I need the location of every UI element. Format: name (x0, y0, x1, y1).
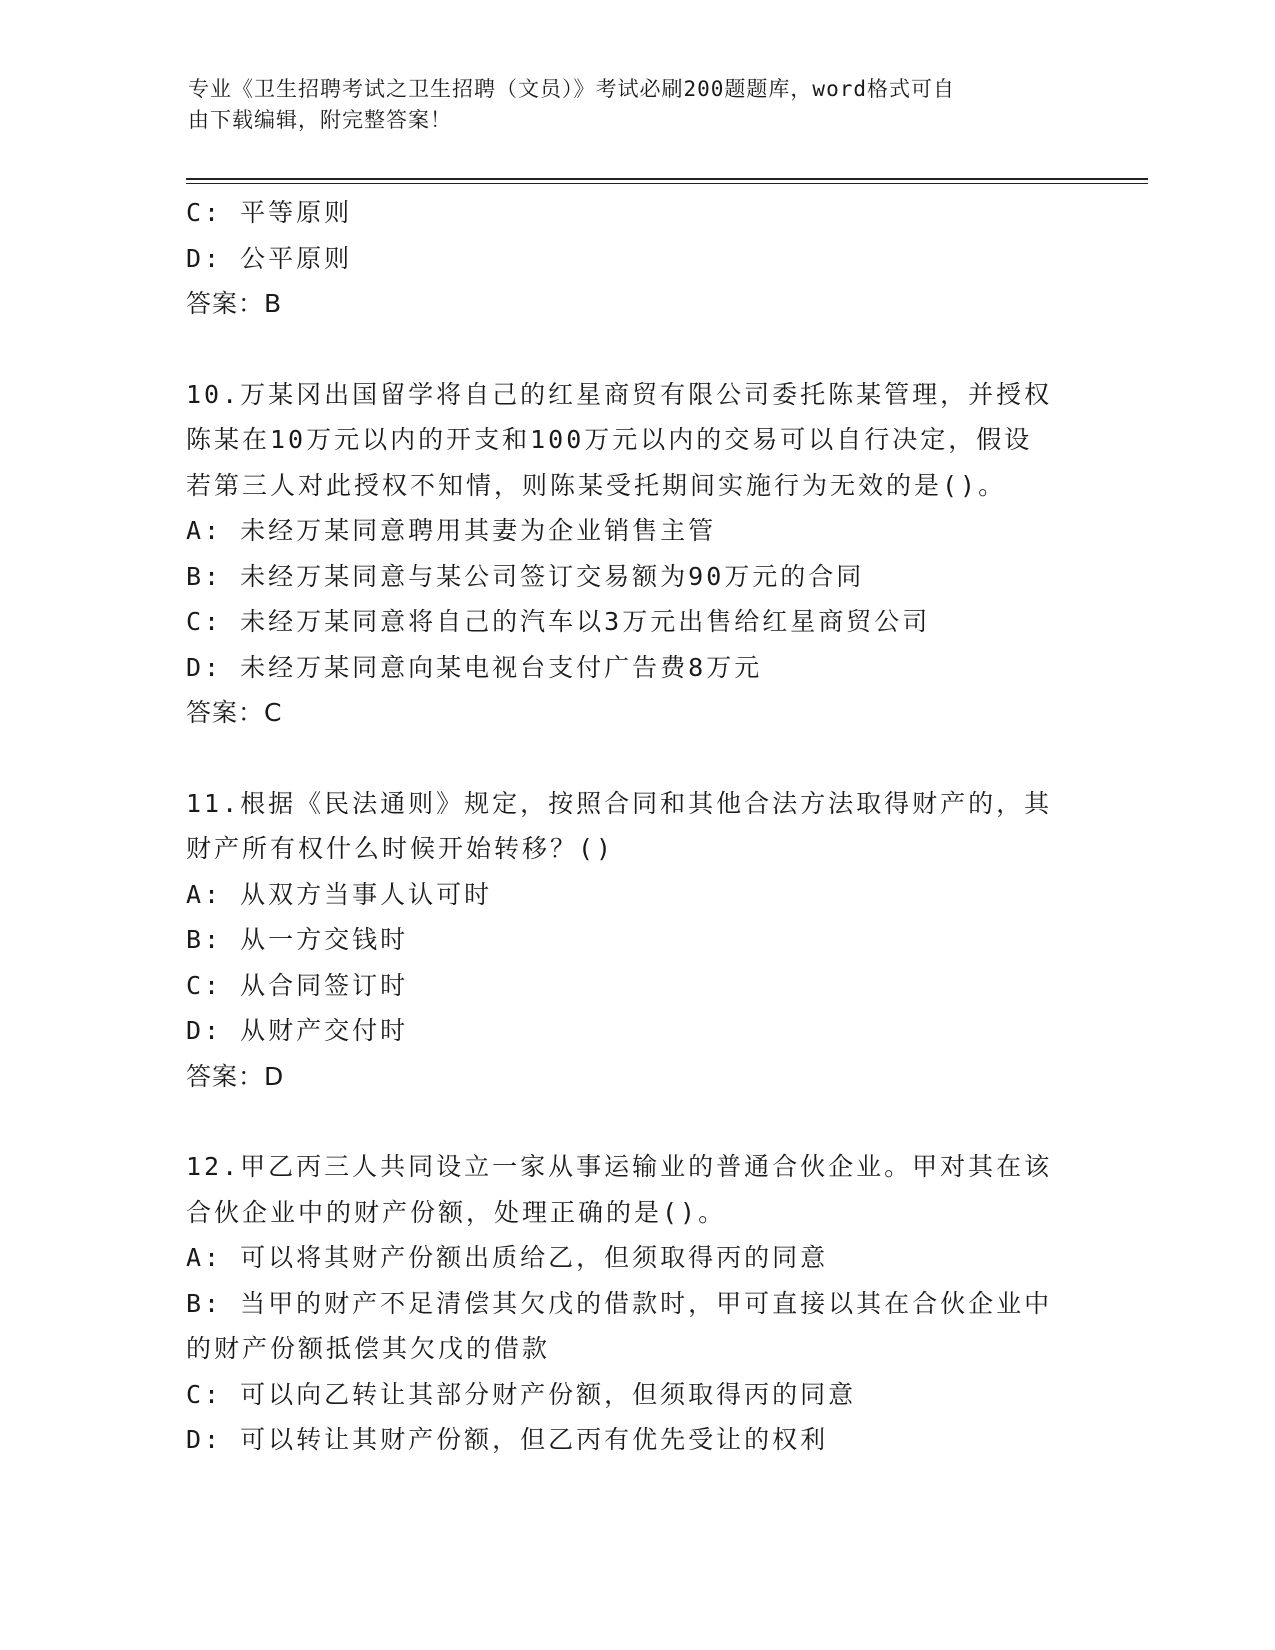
question-11 (186, 781, 1066, 1100)
question-stem-line: 若第三人对此授权不知情，则陈某受托期间实施行为无效的是()。 (186, 470, 1007, 500)
document-body (186, 190, 1066, 1463)
question-stem-line: 财产所有权什么时候开始转移？() (186, 834, 615, 863)
option-a: A: 可以将其财产份额出质给乙，但须取得丙的同意 (186, 1243, 829, 1272)
answer: 答案：C (186, 698, 283, 727)
question-stem-line: 陈某在10万元以内的开支和100万元以内的交易可以自行决定，假设 (186, 425, 1033, 454)
question-stem-line: 12.甲乙丙三人共同设立一家从事运输业的普通合伙企业。甲对其在该 (186, 1152, 1053, 1181)
option-a: A: 未经万某同意聘用其妻为企业销售主管 (186, 516, 717, 545)
question-stem-line: 合伙企业中的财产份额，处理正确的是()。 (186, 1197, 727, 1227)
header-divider-thick (186, 178, 1148, 180)
question-stem-line: 10.万某冈出国留学将自己的红星商贸有限公司委托陈某管理，并授权 (186, 379, 1053, 409)
question-12 (186, 1144, 1066, 1463)
answer: 答案：D (186, 1061, 285, 1091)
option-b: B: 未经万某同意与某公司签订交易额为90万元的合同 (186, 561, 865, 591)
option-d: D: 从财产交付时 (186, 1016, 409, 1045)
prev-option-c: C: 平等原则 (186, 198, 353, 227)
option-c: C: 可以向乙转让其部分财产份额，但须取得丙的同意 (186, 1379, 857, 1409)
prev-answer: 答案：B (186, 289, 283, 318)
header-line-1: 专业《卫生招聘考试之卫生招聘（文员）》考试必刷200题题库，word格式可自 (188, 77, 955, 101)
option-d: D: 未经万某同意向某电视台支付广告费8万元 (186, 652, 763, 682)
option-c: C: 未经万某同意将自己的汽车以3万元出售给红星商贸公司 (186, 607, 931, 636)
option-a: A: 从双方当事人认可时 (186, 879, 493, 909)
question-10 (186, 372, 1066, 736)
document-header (188, 74, 1068, 136)
question-stem-line: 11.根据《民法通则》规定，按照合同和其他合法方法取得财产的，其 (186, 788, 1053, 818)
header-line-2: 由下载编辑，附完整答案！ (188, 108, 452, 132)
option-b: B: 当甲的财产不足清偿其欠戊的借款时，甲可直接以其在合伙企业中 (186, 1288, 1053, 1318)
option-b: B: 从一方交钱时 (186, 925, 409, 954)
option-d: D: 可以转让其财产份额，但乙丙有优先受让的权利 (186, 1425, 829, 1454)
header-divider-thin (186, 183, 1148, 184)
prev-option-d: D: 公平原则 (186, 243, 353, 273)
option-b-continued: 的财产份额抵偿其欠戊的借款 (186, 1334, 551, 1363)
option-c: C: 从合同签订时 (186, 970, 409, 1000)
